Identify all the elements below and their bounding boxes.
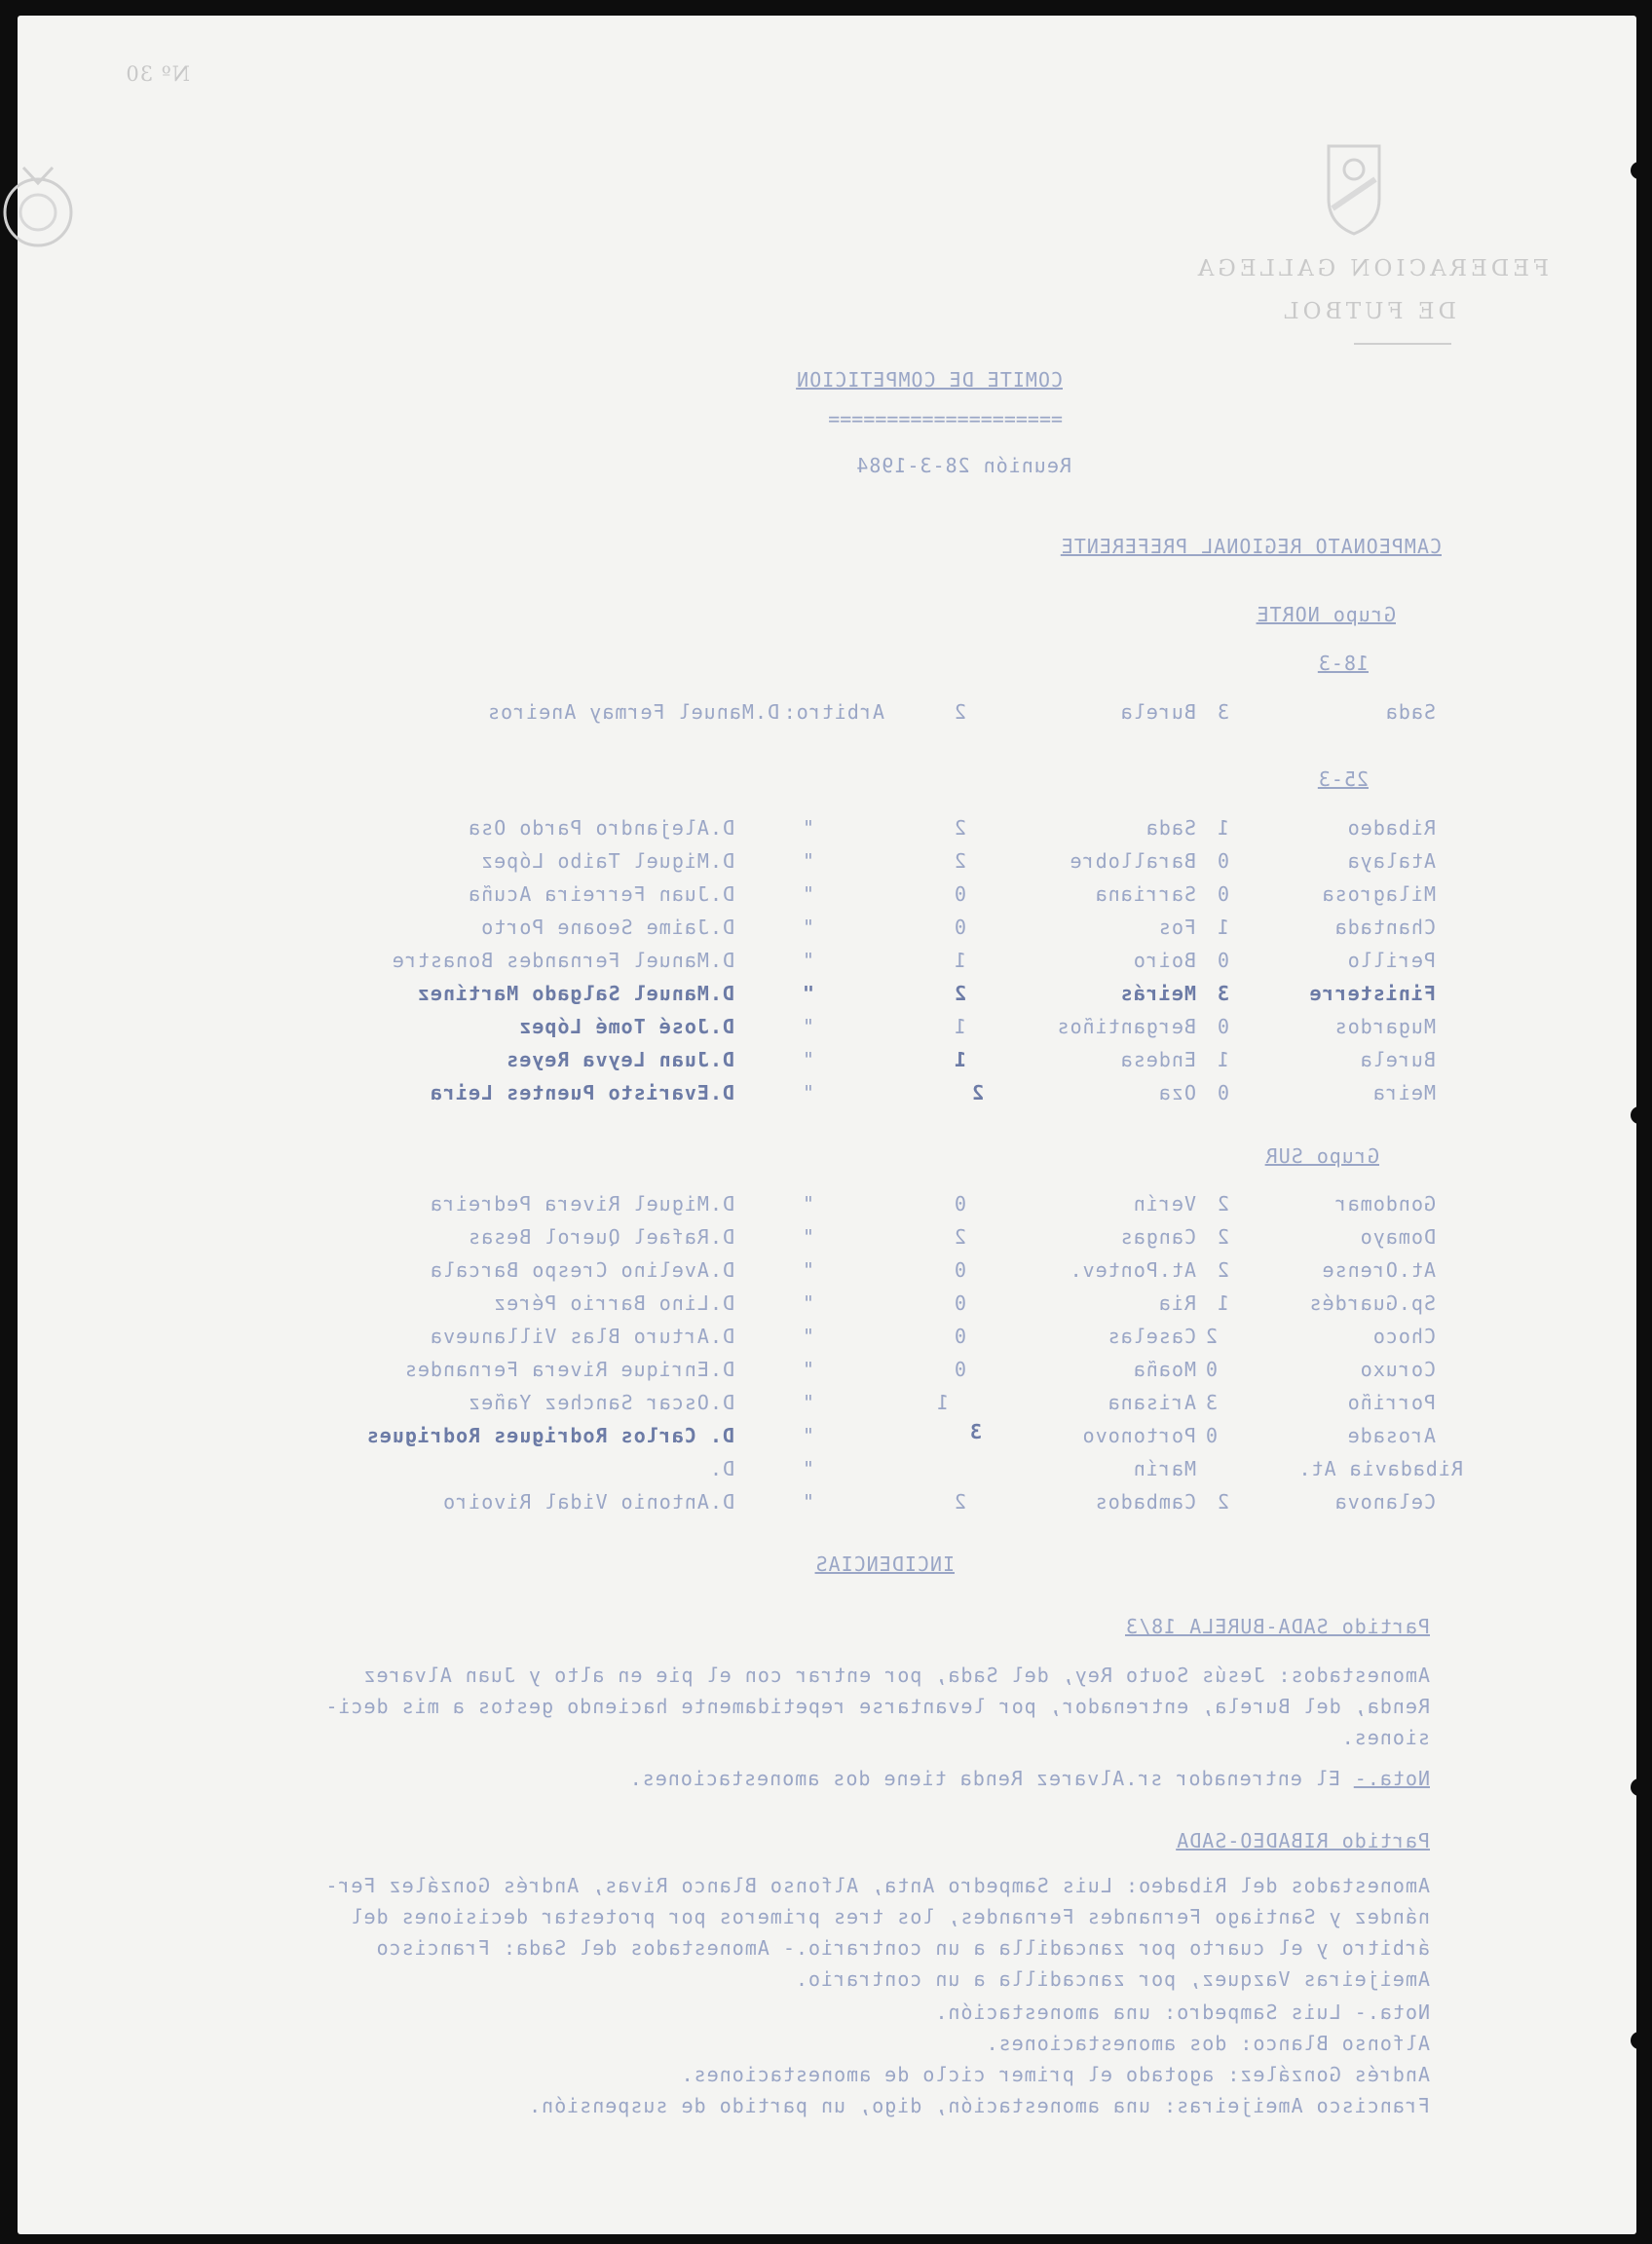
referee: D.Manuel Salgado Martínez [416,982,734,1005]
paragraph-line: nández y Santiago Fernandes Fernandes, los tres primeros por protestar decisiones del [350,1905,1430,1928]
away-team: Bergantiños [1056,1015,1196,1038]
home-team: Perillo [1346,949,1436,972]
championship-title: CAMPEONATO REGIONAL PREFERENTE [1060,535,1442,558]
ditto-mark: " [801,1291,814,1315]
away-score: 0 [953,1291,966,1315]
ditto-mark: " [801,1015,814,1038]
document-page [18,16,1636,2234]
referee: D.Jaime Seoane Porto [480,916,734,939]
home-team: Celanova [1333,1490,1436,1514]
home-score: 2 [1216,1258,1229,1282]
ditto-mark: " [801,882,814,906]
away-team: Endesa [1119,1048,1196,1071]
federation-crest-icon [1323,113,1461,272]
federation-name: FEDERACION GALLEGA [1193,256,1549,281]
away-team: Boiro [1132,949,1196,972]
referee: D.Manuel Fernandes Bonastre [391,949,734,972]
home-team: Porriño [1346,1391,1436,1414]
away-score: 2 [953,849,966,873]
north-date-1: 18-3 [1317,652,1369,675]
note-label: Nota.- [1353,1767,1430,1790]
ditto-mark: " [801,1424,814,1447]
away-score: 0 [953,1258,966,1282]
paragraph-line: Nota.- Luis Sampedro: una amonestación. [934,2001,1430,2024]
home-score: 0 [1216,1015,1229,1038]
home-team: Milagrosa [1321,882,1436,906]
header-rule [1354,343,1451,345]
ditto-mark: " [801,1358,814,1381]
ditto-mark: " [801,1490,814,1514]
ditto-mark: " [801,1258,814,1282]
paragraph-line: Renda, del Burela, entrenador, por levantarse repetidamente haciendo gestos a mis deci- [324,1695,1430,1718]
away-team: Moaña [1132,1358,1196,1381]
away-score: 2 [953,982,966,1005]
paragraph-line: Ameijeiras Vazquez, por zancadilla a un contrario. [794,1967,1430,1991]
home-team: Ribadavia At. [1297,1457,1463,1480]
paragraph-line: siones. [1340,1726,1430,1749]
home-team: Meira [1371,1081,1436,1104]
home-score: 0 [1216,882,1229,906]
referee: D.Miguel Rivera Pedreira [430,1192,734,1216]
away-team: Cangas [1119,1225,1196,1249]
away-score: 1 [953,1048,966,1071]
away-team: Meirás [1119,982,1196,1005]
referee: D.Miguel Taibo López [480,849,734,873]
home-score: 2 [1216,1490,1229,1514]
referee: D. [708,1457,734,1480]
away-score: 0 [953,1358,966,1381]
home-score: 1 [1216,916,1229,939]
referee: D.Oscar Sanchez Yañez [468,1391,734,1414]
home-score: 0 [1204,1424,1218,1447]
away-team: Portonovo [1081,1424,1196,1447]
home-score: 3 [1216,982,1229,1005]
away-score: 1 [953,1015,966,1038]
meeting-date: Reunión 28-3-1984 [855,454,1071,477]
ditto-mark: " [801,1225,814,1249]
referee-label: Arbitro: [782,700,884,724]
home-team: Ribadeo [1346,816,1436,840]
home-score: 1 [1216,1048,1229,1071]
ditto-mark: " [801,1192,814,1216]
north-group-title: Grupo NORTE [1256,603,1396,626]
ditto-mark: " [801,982,814,1005]
home-score: 3 [1204,1391,1218,1414]
home-score: 3 [1216,700,1229,724]
away-team: Sada [1145,816,1196,840]
away-team: Cambados [1094,1490,1196,1514]
incident-match-2-title: Partido RIBADEO-SADA [1176,1829,1430,1852]
home-team: Finisterre [1308,982,1436,1005]
south-group-title: Grupo SUR [1264,1144,1379,1168]
away-score: 2 [953,1490,966,1514]
referee: D.José Tomé López [518,1015,734,1038]
away-team: Fos [1157,916,1196,939]
home-team: Arosade [1346,1424,1436,1447]
away-team: Marín [1132,1457,1196,1480]
away-score: 2 [953,1225,966,1249]
referee: D.Rafael Querol Besas [468,1225,734,1249]
title-rule: ==================== [828,407,1063,430]
ditto-mark: " [801,916,814,939]
referee: D.Manuel Fermay Aneiros [487,700,779,724]
home-team: Coruxo [1359,1358,1436,1381]
paragraph-line: Amonestados: Jesús Souto Rey, del Sada, por entrar con el pie en alto y Juan Alvarez [362,1664,1430,1687]
away-score: 1 [935,1391,949,1414]
home-team: At.Orense [1321,1258,1436,1282]
home-score: 0 [1216,1081,1229,1104]
home-score: 2 [1204,1325,1218,1348]
away-score: 0 [953,882,966,906]
home-score: 2 [1216,1192,1229,1216]
away-team: Oza [1157,1081,1196,1104]
away-score: 1 [953,949,966,972]
home-team: Domayo [1359,1225,1436,1249]
away-score: 0 [953,1192,966,1216]
away-score: 0 [953,916,966,939]
referee: D.Avelino Crespo Barcala [430,1258,734,1282]
away-score: 2 [953,816,966,840]
paragraph-line: árbitro y el cuarto por zancadilla a un contrario.- Amonestados del Sada: Francisco [375,1936,1430,1960]
ditto-mark: " [801,1325,814,1348]
away-team: Burela [1119,700,1196,724]
note-text: El entrenador sr.Alvarez Renda tiene dos amonestaciones. [628,1767,1340,1790]
ditto-mark: " [801,1391,814,1414]
away-team: Caselas [1107,1325,1196,1348]
referee: D.Alejandro Pardo Osa [468,816,734,840]
away-team: Ria [1157,1291,1196,1315]
page-number: Nº 30 [125,62,190,86]
home-score: 1 [1216,1291,1229,1315]
home-score: 1 [1216,816,1229,840]
ditto-mark: " [801,1048,814,1071]
away-team: At.Pontev. [1069,1258,1196,1282]
home-team: Chantada [1333,916,1436,939]
referee: D.Antonio Vidal Rivoiro [442,1490,734,1514]
ditto-mark: " [801,1081,814,1104]
paragraph-line: Francisco Ameijeiras: una amonestación, digo, un partido de suspensión. [528,2094,1430,2117]
home-score: 0 [1216,949,1229,972]
incident-match-1-title: Partido SADA-BURELA 18/3 [1125,1615,1430,1638]
ditto-mark: " [801,849,814,873]
ditto-mark: " [801,1457,814,1480]
away-score: 0 [953,1325,966,1348]
home-team: Atalaya [1346,849,1436,873]
away-score: 2 [953,700,966,724]
incidents-title: INCIDENCIAS [814,1552,955,1576]
mirrored-bleed-through-text [18,16,1636,2234]
ditto-mark: " [801,816,814,840]
away-team: Arisana [1107,1391,1196,1414]
home-team: Choco [1371,1325,1436,1348]
referee: D.Arturo Blas Villanueva [430,1325,734,1348]
committee-title: COMITE DE COMPETICION [796,368,1063,392]
away-team: Sarriana [1094,882,1196,906]
paragraph-line: Andrés González: agotado el primer ciclo de amonestaciones. [680,2063,1430,2086]
referee: D. Carlos Rodrigues Rodrigues [365,1424,734,1447]
home-team: Gondomar [1333,1192,1436,1216]
referee: D.Juan Ferreira Acuña [468,882,734,906]
home-team: Sp.Guardés [1308,1291,1436,1315]
ditto-mark: " [801,949,814,972]
seal-icon [0,131,156,285]
home-score: 0 [1216,849,1229,873]
federation-name-line2: DE FUTBOL [1280,299,1456,324]
away-team: Barallobre [1069,849,1196,873]
away-score: 2 [970,1081,984,1104]
home-team: Mugardos [1333,1015,1436,1038]
paragraph-line: Alfonso Blanco: dos amonestaciones. [985,2032,1430,2055]
home-score: 2 [1216,1225,1229,1249]
referee: D.Lino Barrio Pérez [493,1291,734,1315]
referee: D.Evaristo Puentes Leira [430,1081,734,1104]
home-team: Burela [1359,1048,1436,1071]
north-date-2: 25-3 [1317,767,1369,791]
home-team: Sada [1384,700,1436,724]
home-score: 0 [1204,1358,1218,1381]
referee: D.Juan Leyva Reyes [506,1048,734,1071]
referee: D.Enrique Rivera Fernandes [403,1358,734,1381]
away-score: 3 [968,1420,982,1443]
paragraph-line: Amonestados del Ribadeo: Luis Sampedro Anta, Alfonso Blanco Rivas, Andrés González Fer- [324,1874,1430,1897]
away-team: Verín [1132,1192,1196,1216]
